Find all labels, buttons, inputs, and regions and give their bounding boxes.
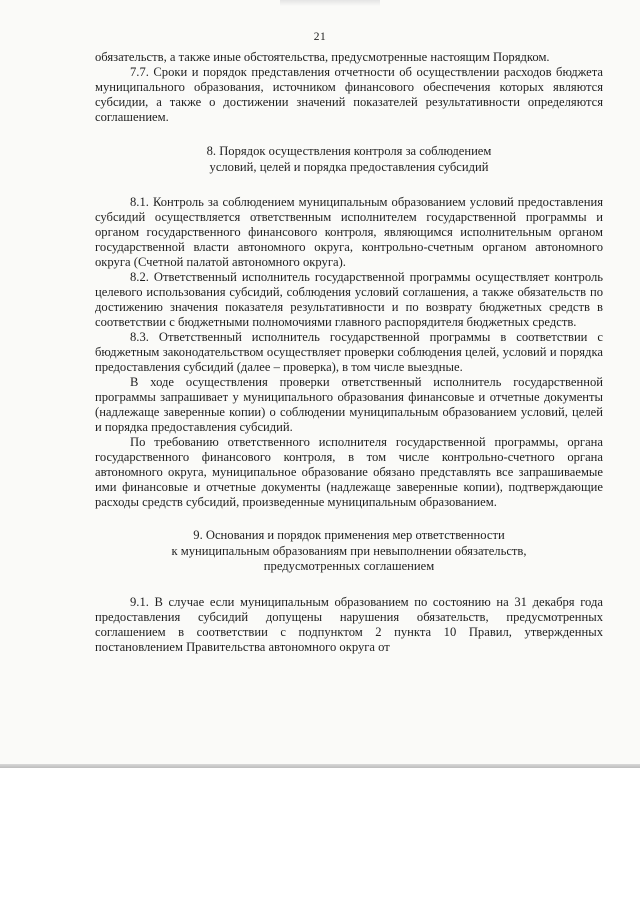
- document-body: [95, 50, 603, 655]
- paragraph-8-3: 8.3. Ответственный исполнитель государственной программы в соответствии с бюджетным законодательством осуществляет проверки соблюдения целей, условий и порядка предоставления субсидий (далее – проверка), в том числе выездные.: [95, 330, 603, 374]
- section-9-heading-line: предусмотренных соглашением: [263, 559, 435, 573]
- section-8-heading-line: условий, целей и порядка предоставления субсидий: [209, 159, 489, 174]
- page-number: 21: [313, 31, 327, 43]
- paragraph-8-3-check: В ходе осуществления проверки ответственный исполнитель государственной программы запрашивает у муниципального образования финансовые и отчетные документы (надлежаще заверенные копии) о соблюдении муниципальным образованием условий, целей и порядка предоставления субсидий.: [95, 375, 603, 434]
- paragraph-7-7: 7.7. Сроки и порядок представления отчетности об осуществлении расходов бюджета муниципального образования, источником финансового обеспечения которых являются субсидии, а также о достижении значений показателей результативности определяются соглашением.: [95, 65, 603, 124]
- section-8-heading-line: 8. Порядок осуществления контроля за соблюдением: [206, 144, 492, 158]
- paragraph-8-1: 8.1. Контроль за соблюдением муниципальным образованием условий предоставления субсидий осуществляется ответственным исполнителем государственной программы и органом государственного финансового контроля, являющимся исполнительным органом государственной власти автономного округа, контрольно-счетным органом автономного округа (Счетной палатой автономного округа).: [95, 195, 603, 269]
- scan-artifact: [280, 0, 380, 6]
- scan-edge: [0, 764, 640, 768]
- section-8-heading: [95, 144, 603, 175]
- section-9-heading-line: 9. Основания и порядок применения мер ответственности: [193, 528, 505, 542]
- section-9-heading: [95, 528, 603, 575]
- paragraph-8-2: 8.2. Ответственный исполнитель государственной программы осуществляет контроль целевого использования субсидий, соблюдения условий соглашения, а также обязательств по достижению значения показателя результативности и по возврату бюджетных средств в соответствии с бюджетными полномочиями главного распорядителя бюджетных средств.: [95, 270, 603, 329]
- paragraph-continued: обязательств, а также иные обстоятельства, предусмотренные настоящим Порядком.: [95, 50, 550, 64]
- paragraph-9-1: 9.1. В случае если муниципальным образованием по состоянию на 31 декабря года предоставления субсидий допущены нарушения обязательств, предусмотренных соглашением в соответствии с подпунктом 2 пункта 10 Правил, утвержденных постановлением Правительства автономного округа от: [95, 594, 603, 654]
- paragraph-8-3-request: По требованию ответственного исполнителя государственной программы, органа государственного финансового контроля, в том числе контрольно-счетного органа автономного округа, муниципальное образование обязано представлять все запрашиваемые ими финансовые и отчетные документы (надлежаще заверенные копии), подтверждающие расходы средств субсидий, произведенные муниципальным образованием.: [95, 435, 603, 509]
- section-9-heading-line: к муниципальным образованиям при невыполнении обязательств,: [171, 543, 527, 558]
